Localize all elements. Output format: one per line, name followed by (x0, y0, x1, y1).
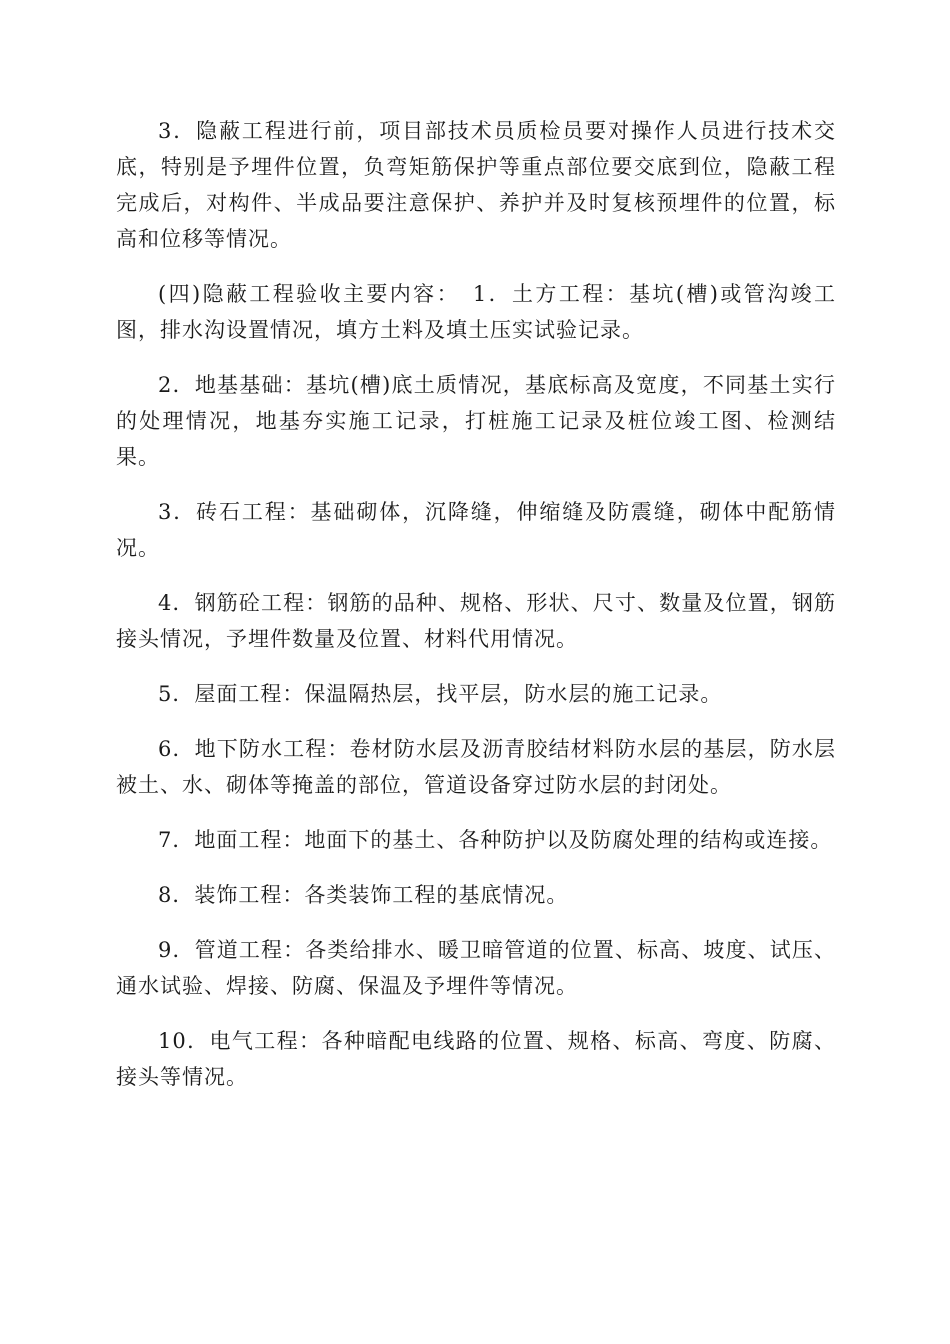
paragraph-decoration: 8．装饰工程：各类装饰工程的基底情况。 (158, 883, 569, 907)
paragraph-foundation: 2．地基基础：基坑(槽)底土质情况，基底标高及宽度，不同基土实行的处理情况，地基夯实施工记录，打桩施工记录及桩位竣工图、检测结果。 (116, 373, 836, 469)
paragraph-underground-waterproofing: 6．地下防水工程：卷材防水层及沥青胶结材料防水层的基层，防水层被土、水、砌体等掩盖的部位，管道设备穿过防水层的封闭处。 (116, 737, 836, 797)
paragraph-piping: 9．管道工程：各类给排水、暖卫暗管道的位置、标高、坡度、试压、通水试验、焊接、防腐、保温及予埋件等情况。 (116, 938, 836, 998)
paragraph-floor: 7．地面工程：地面下的基土、各种防护以及防腐处理的结构或连接。 (158, 828, 833, 852)
paragraph-roofing: 5．屋面工程：保温隔热层，找平层，防水层的施工记录。 (158, 682, 723, 706)
paragraph-masonry: 3．砖石工程：基础砌体，沉降缝，伸缩缝及防震缝，砌体中配筋情况。 (116, 500, 836, 560)
document-page (116, 113, 836, 1114)
paragraph-reinforced-concrete: 4．钢筋砼工程：钢筋的品种、规格、形状、尺寸、数量及位置，钢筋接头情况，予埋件数量及位置、材料代用情况。 (116, 591, 836, 651)
paragraph-concealed-work-precheck: 3．隐蔽工程进行前，项目部技术员质检员要对操作人员进行技术交底，特别是予埋件位置，负弯矩筋保护等重点部位要交底到位，隐蔽工程完成后，对构件、半成品要注意保护、养护并及时复核预埋件的位置，标高和位移等情况。 (116, 119, 836, 251)
paragraph-electrical: 10．电气工程：各种暗配电线路的位置、规格、标高、弯度、防腐、接头等情况。 (116, 1029, 836, 1089)
paragraph-acceptance-earthwork: (四)隐蔽工程验收主要内容： 1．土方工程：基坑(槽)或管沟竣工图，排水沟设置情况，填方土料及填土压实试验记录。 (116, 282, 836, 342)
